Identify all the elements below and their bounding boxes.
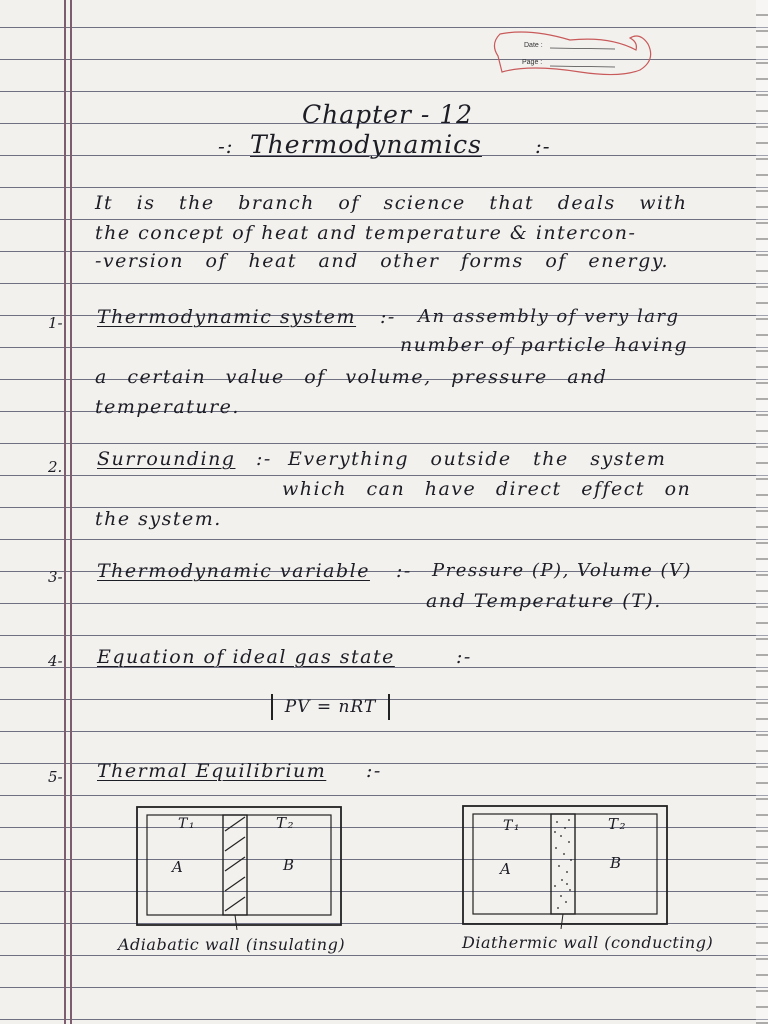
diathermic-wall-diagram <box>461 804 671 929</box>
adiabatic-caption: Adiabatic wall (insulating) <box>118 935 346 954</box>
intro-line-3: -version of heat and other forms of energy. <box>95 250 670 272</box>
left-t1-label: T₁ <box>178 816 196 832</box>
margin-line-top <box>70 0 72 1024</box>
item-term-2: Surrounding <box>97 448 236 470</box>
item-1-line-2: number of particle having <box>400 334 689 356</box>
item-1-line-1: An assembly of very larg <box>418 306 680 327</box>
adiabatic-wall-diagram <box>135 805 345 930</box>
item-2-line-2: which can have direct effect on <box>282 478 692 500</box>
item-sep-2: :- <box>256 448 272 470</box>
item-1-line-4: temperature. <box>95 396 240 418</box>
spiral-binding-edge <box>756 0 768 1024</box>
item-number-4: 4- <box>48 652 63 670</box>
diathermic-caption: Diathermic wall (conducting) <box>462 933 714 952</box>
item-number-1: 1- <box>48 314 63 332</box>
item-term-5: Thermal Equilibrium <box>97 760 327 782</box>
chapter-title: Chapter - 12 <box>302 100 474 129</box>
right-t2-label: T₂ <box>608 815 628 833</box>
item-3-line-2: and Temperature (T). <box>426 590 662 612</box>
item-2-line-3: the system. <box>95 508 222 530</box>
item-1-line-3: a certain value of volume, pressure and <box>95 366 608 388</box>
item-term-1: Thermodynamic system <box>97 306 357 328</box>
ideal-gas-formula: PV = nRT <box>271 694 390 720</box>
item-sep-1: :- <box>380 306 396 328</box>
item-term-4: Equation of ideal gas state <box>97 646 395 668</box>
date-page-stamp <box>490 22 656 84</box>
item-number-3: 3- <box>48 568 63 586</box>
item-3-line-1: Pressure (P), Volume (V) <box>432 560 693 581</box>
right-a-label: A <box>500 860 513 878</box>
item-number-5: 5- <box>48 768 63 786</box>
intro-line-2: the concept of heat and temperature & intercon- <box>95 222 637 244</box>
right-b-label: B <box>610 854 623 872</box>
item-sep-3: :- <box>396 560 412 582</box>
left-a-label: A <box>172 858 185 876</box>
item-number-2: 2. <box>48 458 63 476</box>
item-sep-5: :- <box>366 760 382 782</box>
item-term-3: Thermodynamic variable <box>97 560 370 582</box>
subject-title: Thermodynamics <box>250 130 482 159</box>
left-t2-label: T₂ <box>276 814 296 832</box>
right-t1-label: T₁ <box>503 818 521 834</box>
subject-decor-left: -: <box>218 134 234 158</box>
item-sep-4: :- <box>456 646 472 668</box>
left-b-label: B <box>283 856 296 874</box>
subject-decor-right: :- <box>535 134 551 158</box>
page-label: Page : <box>522 59 543 66</box>
item-2-line-1: Everything outside the system <box>288 448 667 470</box>
date-label: Date : <box>524 42 543 49</box>
margin-line-left <box>64 0 66 1024</box>
intro-line-1: It is the branch of science that deals with <box>95 192 688 214</box>
